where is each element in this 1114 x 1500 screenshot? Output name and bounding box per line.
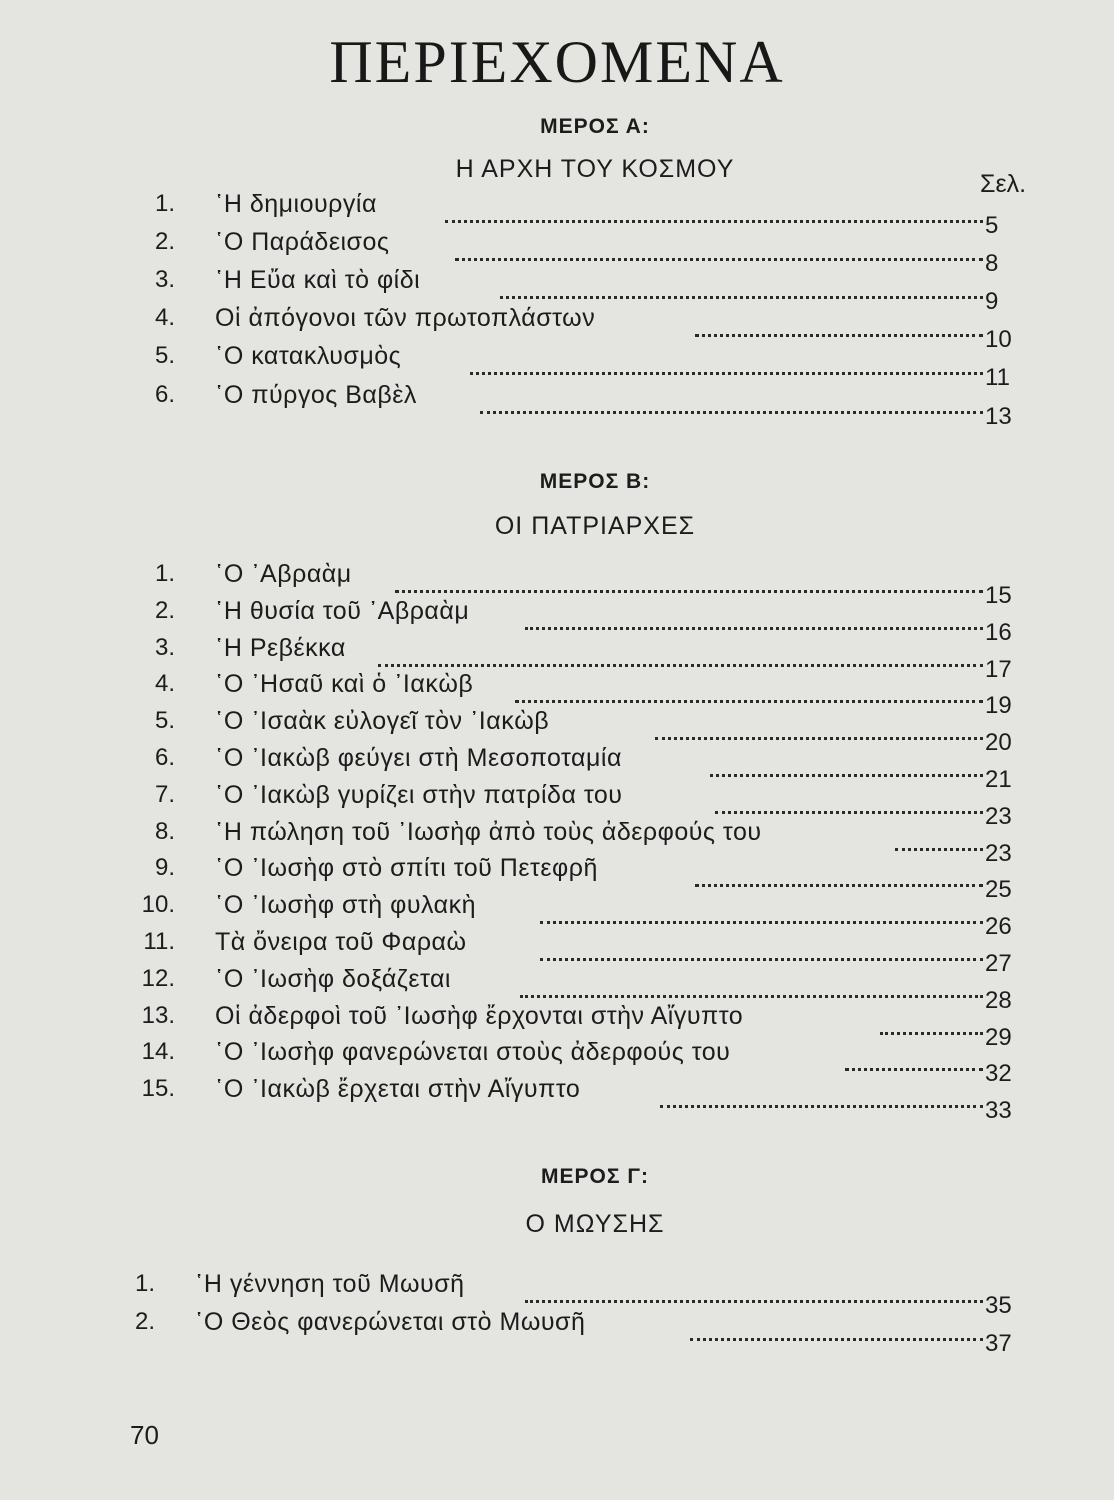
dot-leader — [710, 772, 983, 777]
toc-entry — [0, 596, 1114, 646]
entry-page: 37 — [985, 1329, 1012, 1357]
dot-leader — [470, 370, 983, 375]
entry-number: 2. — [154, 596, 175, 624]
part-b-heading: ΜΕΡΟΣ Β: — [539, 470, 651, 493]
entry-page: 21 — [985, 766, 1012, 793]
entry-title: ῾Η Εὔα καὶ τὸ φίδι — [215, 266, 421, 295]
toc-entry — [0, 1270, 1114, 1319]
entry-number: 1. — [154, 560, 175, 587]
entry-number: 3. — [154, 266, 175, 294]
dot-leader — [690, 1336, 983, 1341]
entry-title: ῾Ο ᾿Ιωσὴφ δοξάζεται — [215, 964, 451, 993]
entry-page: 15 — [985, 582, 1012, 609]
dot-leader — [395, 588, 983, 593]
page-number: 70 — [130, 1420, 159, 1450]
part-c-section-title: Ο ΜΩΥΣΗΣ — [525, 1210, 665, 1238]
dot-leader — [540, 956, 983, 961]
entry-number: 7. — [154, 780, 175, 808]
dot-leader — [378, 662, 983, 667]
dot-leader — [455, 256, 983, 261]
dot-leader — [695, 332, 983, 337]
entry-page: 35 — [985, 1292, 1012, 1319]
entry-title: ῾Ο ᾿Ιωσὴφ στὴ φυλακὴ — [215, 891, 477, 920]
part-b-section-title: ΟΙ ΠΑΤΡΙΑΡΧΕΣ — [494, 512, 696, 540]
toc-entry — [0, 817, 1114, 867]
entry-title: ῾Ο ᾿Ισαὰκ εὐλογεῖ τὸν ᾿Ιακὼβ — [215, 707, 550, 736]
entry-title: ῾Ο ᾿Αβραὰμ — [215, 560, 352, 588]
entry-title: ῾Η πώληση τοῦ ᾿Ιωσὴφ ἀπὸ τοὺς ἀδερφούς του — [215, 817, 762, 846]
entry-page: 23 — [985, 839, 1012, 867]
entry-number: 8. — [154, 817, 175, 845]
dot-leader — [520, 993, 983, 998]
entry-page: 17 — [985, 655, 1012, 683]
entry-title: ῾Η δημιουργία — [215, 190, 377, 218]
entry-number: 9. — [154, 854, 175, 882]
entry-number: 5. — [154, 342, 175, 370]
toc-entry — [0, 964, 1114, 1014]
entry-title: ῾Ο ᾿Ιακὼβ ἔρχεται στὴν Αἴγυπτο — [215, 1075, 581, 1104]
entry-title: ῾Ο ᾿Ιωσὴφ στὸ σπίτι τοῦ Πετεφρῆ — [215, 854, 598, 883]
dot-leader — [660, 1103, 983, 1108]
toc-entry — [0, 560, 1114, 609]
part-a-heading: ΜΕΡΟΣ Α: — [540, 115, 650, 138]
entry-title: Τὰ ὄνειρα τοῦ Φαραὼ — [215, 928, 467, 956]
entry-page: 29 — [985, 1023, 1012, 1051]
page-column-label: Σελ. — [980, 170, 1027, 198]
entry-title: ῾Η Ρεβέκκα — [215, 633, 346, 662]
entry-title: ῾Ο ᾿Ιακὼβ γυρίζει στὴν πατρίδα του — [215, 780, 623, 809]
entry-page: 25 — [985, 876, 1012, 904]
dot-leader — [695, 882, 983, 887]
toc-entry — [0, 1075, 1114, 1125]
toc-entry — [0, 744, 1114, 793]
entry-page: 10 — [985, 326, 1012, 354]
entry-page: 26 — [985, 913, 1012, 941]
entry-number: 1. — [154, 190, 175, 217]
entry-number: 13. — [141, 1001, 175, 1029]
toc-entry — [0, 928, 1114, 977]
toc-entry — [0, 891, 1114, 941]
toc-entry — [0, 342, 1114, 392]
dot-leader — [715, 809, 983, 814]
entry-number: 2. — [134, 1307, 155, 1335]
entry-page: 27 — [985, 950, 1012, 977]
entry-number: 14. — [141, 1038, 175, 1066]
entry-number: 6. — [154, 380, 175, 408]
entry-title: Οἱ ἀδερφοὶ τοῦ ᾿Ιωσὴφ ἔρχονται στὴν Αἴγυπτο — [215, 1001, 744, 1030]
dot-leader — [895, 846, 983, 851]
entry-title: ῾Η γέννηση τοῦ Μωυσῆ — [195, 1270, 465, 1298]
toc-entry — [0, 707, 1114, 757]
entry-number: 12. — [141, 964, 175, 992]
toc-entry — [0, 266, 1114, 316]
part-a-section-title: Η ΑΡΧΗ ΤΟΥ ΚΟΣΜΟΥ — [455, 155, 735, 183]
entry-number: 1. — [134, 1270, 155, 1297]
toc-entry — [0, 228, 1114, 278]
dot-leader — [540, 919, 983, 924]
dot-leader — [880, 1030, 983, 1035]
dot-leader — [845, 1066, 983, 1071]
entry-title: ῾Ο κατακλυσμὸς — [215, 342, 402, 371]
part-c-heading: ΜΕΡΟΣ Γ: — [541, 1165, 649, 1188]
dot-leader — [525, 625, 983, 630]
entry-title: Οἱ ἀπόγονοι τῶν πρωτοπλάστων — [215, 304, 596, 333]
toc-entry — [0, 854, 1114, 904]
toc-entry — [0, 1307, 1114, 1357]
dot-leader — [500, 294, 983, 299]
entry-number: 6. — [154, 744, 175, 771]
dot-leader — [480, 409, 983, 414]
entry-page: 20 — [985, 729, 1012, 757]
entry-page: 16 — [985, 618, 1012, 646]
entry-page: 19 — [985, 692, 1012, 720]
entry-number: 2. — [154, 228, 175, 256]
entry-title: ῾Ο ᾿Ησαῦ καὶ ὁ ᾿Ιακὼβ — [215, 670, 474, 699]
entry-number: 10. — [141, 891, 175, 919]
dot-leader — [655, 735, 983, 740]
toc-entry — [0, 633, 1114, 683]
entry-page: 8 — [985, 250, 999, 278]
entry-title: ῾Ο ᾿Ιακὼβ φεύγει στὴ Μεσοποταμία — [215, 744, 622, 772]
toc-entry — [0, 380, 1114, 430]
entry-page: 11 — [985, 364, 1010, 392]
entry-page: 13 — [985, 402, 1012, 430]
entry-number: 4. — [154, 304, 175, 332]
entry-page: 5 — [985, 212, 999, 239]
dot-leader — [515, 698, 983, 703]
entry-title: ῾Ο πύργος Βαβὲλ — [215, 380, 417, 409]
entry-number: 4. — [154, 670, 175, 698]
entry-page: 33 — [985, 1097, 1012, 1125]
entry-title: ῾Ο Θεὸς φανερώνεται στὸ Μωυσῆ — [195, 1307, 586, 1336]
entry-number: 5. — [154, 707, 175, 735]
entry-page: 28 — [985, 986, 1012, 1014]
dot-leader — [445, 218, 983, 223]
toc-entry — [0, 670, 1114, 720]
toc-entry — [0, 304, 1114, 354]
entry-page: 32 — [985, 1060, 1012, 1088]
entry-number: 3. — [154, 633, 175, 661]
entry-title: ῾Ο ᾿Ιωσὴφ φανερώνεται στοὺς ἀδερφούς του — [215, 1038, 731, 1067]
dot-leader — [525, 1298, 983, 1303]
entry-title: ῾Η θυσία τοῦ ᾿Αβραὰμ — [215, 596, 470, 625]
toc-entry — [0, 1038, 1114, 1088]
entry-page: 23 — [985, 802, 1012, 830]
entry-title: ῾Ο Παράδεισος — [215, 228, 390, 257]
entry-number: 15. — [141, 1075, 175, 1103]
page-title: ΠΕΡΙΕΧΟΜΕΝΑ — [329, 29, 785, 95]
entry-page: 9 — [985, 288, 999, 316]
toc-entry — [0, 1001, 1114, 1051]
toc-entry — [0, 190, 1114, 239]
toc-entry — [0, 780, 1114, 830]
entry-number: 11. — [143, 928, 175, 955]
